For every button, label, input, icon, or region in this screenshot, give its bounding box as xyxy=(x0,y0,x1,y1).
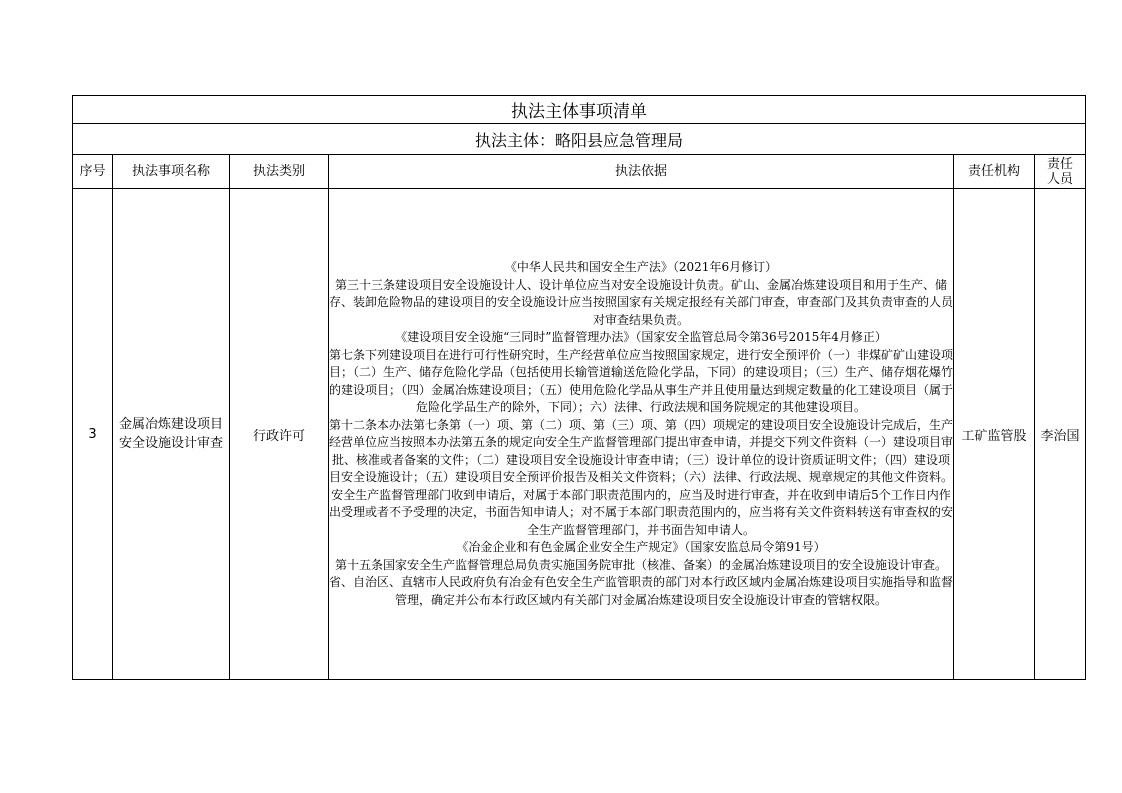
row-basis xyxy=(329,189,954,680)
row-agency: 工矿监管股 xyxy=(954,189,1035,680)
row-index: 3 xyxy=(73,189,113,680)
table-row xyxy=(73,189,1086,680)
subtitle-row xyxy=(73,124,1086,155)
basis-line: 《中华人民共和国安全生产法》（2021年6月修订） xyxy=(504,260,778,274)
basis-line: 第三十三条建设项目安全设施设计人、设计单位应当对安全设施设计负责。矿山、金属冶炼建设项目和用于生产、储存、装卸危险物品的建设项目的安全设施设计应当按照国家有关规定报经有关部门审查，审查部门及其负责审查的人员对审查结果负责。 xyxy=(329,277,954,327)
row-person: 李治国 xyxy=(1035,189,1086,680)
document-title: 执法主体事项清单 xyxy=(73,96,1086,124)
basis-line: 《冶金企业和有色金属企业安全生产规定》（国家安监总局令第91号） xyxy=(456,540,826,554)
basis-line: 第十二条本办法第七条第（一）项、第（二）项、第（三）项、第（四）项规定的建设项目安全设施设计完成后，生产经营单位应当按照本办法第五条的规定向安全生产监督管理部门提出审查申请，并提交下列文件资料（一）建设项目审批、核准或者备案的文件；（二）建设项目安全设施设计审查申请；（三）设计单位的设计资质证明文件；（四）建设项目安全设施设计；（五）建设项目安全预评价报告及相关文件资料；（六）法律、行政法规、规章规定的其他文件资料。安全生产监督管理部门收到申请后，对属于本部门职责范围内的，应当及时进行审查，并在收到申请后5个工作日内作出受理或者不予受理的决定，书面告知申请人；对不属于本部门职责范围内的，应当将有关文件资料转送有审查权的安全生产监督管理部门，并书面告知申请人。 xyxy=(329,417,954,537)
basis-line: 《建设项目安全设施“三同时”监督管理办法》（国家安全监管总局令第36号2015年4月修正） xyxy=(395,330,887,344)
header-category: 执法类别 xyxy=(230,155,329,189)
enforcement-items-table xyxy=(72,95,1086,680)
basis-line: 第七条下列建设项目在进行可行性研究时，生产经营单位应当按照国家规定，进行安全预评价（一）非煤矿矿山建设项目；（二）生产、储存危险化学品（包括使用长输管道输送危险化学品，下同）的建设项目；（三）生产、储存烟花爆竹的建设项目；（四）金属冶炼建设项目；（五）使用危险化学品从事生产并且使用量达到规定数量的化工建设项目（属于危险化学品生产的除外，下同）；六）法律、行政法规和国务院规定的其他建设项目。 xyxy=(329,347,954,414)
table-header-row xyxy=(73,155,1086,189)
row-item-name: 金属冶炼建设项目安全设施设计审查 xyxy=(113,189,230,680)
document-subtitle: 执法主体：略阳县应急管理局 xyxy=(73,124,1086,155)
row-category: 行政许可 xyxy=(230,189,329,680)
basis-line: 第十五条国家安全生产监督管理总局负责实施国务院审批（核准、备案）的金属冶炼建设项目的安全设施设计审查。省、自治区、直辖市人民政府负有冶金有色安全生产监管职责的部门对本行政区域内金属冶炼建设项目实施指导和监督管理，确定并公布本行政区域内有关部门对金属冶炼建设项目安全设施设计审查的管辖权限。 xyxy=(329,557,954,607)
header-index: 序号 xyxy=(73,155,113,189)
header-item-name: 执法事项名称 xyxy=(113,155,230,189)
header-agency: 责任机构 xyxy=(954,155,1035,189)
header-basis: 执法依据 xyxy=(329,155,954,189)
title-row xyxy=(73,96,1086,124)
header-person: 责任人员 xyxy=(1035,155,1086,189)
